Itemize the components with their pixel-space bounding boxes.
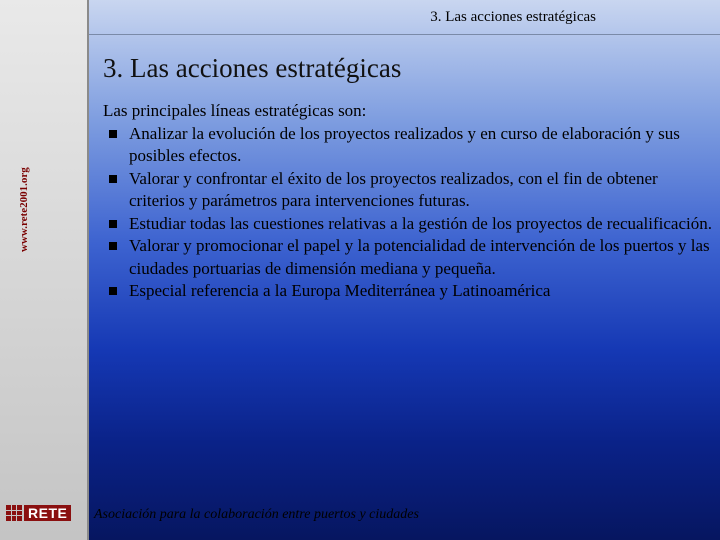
bullet-item <box>103 213 713 236</box>
bullet-item <box>103 168 713 213</box>
header-title: 3. Las acciones estratégicas <box>430 9 596 25</box>
header-divider <box>89 34 720 35</box>
logo-text: RETE <box>24 505 71 521</box>
slide-title: 3. Las acciones estratégicas <box>103 53 402 83</box>
bullet-text: Valorar y promocionar el papel y la potencialidad de intervención de los puertos y las ciudades portuarias de dimensión mediana y pequeña. <box>129 236 710 278</box>
square-bullet-icon <box>109 287 117 295</box>
square-bullet-icon <box>109 242 117 250</box>
bullet-item <box>103 280 713 303</box>
bullet-text: Especial referencia a la Europa Mediterránea y Latinoamérica <box>129 281 551 300</box>
bullet-item <box>103 235 713 280</box>
bullet-text: Valorar y confrontar el éxito de los proyectos realizados, con el fin de obtener criterios y parámetros para intervenciones futuras. <box>129 168 658 210</box>
slide-content <box>103 100 713 303</box>
bullet-item <box>103 123 713 168</box>
bullet-text: Analizar la evolución de los proyectos realizados y en curso de elaboración y sus posibles efectos. <box>129 123 680 165</box>
logo-grid-icon <box>6 505 22 521</box>
footer-text: Asociación para la colaboración entre puertos y ciudades <box>94 507 419 522</box>
square-bullet-icon <box>109 220 117 228</box>
bullet-list <box>103 123 713 303</box>
left-sidebar <box>0 0 89 540</box>
bullet-text: Estudiar todas las cuestiones relativas a la gestión de los proyectos de recualificación. <box>129 213 712 233</box>
square-bullet-icon <box>109 175 117 183</box>
website-url: www.rete2001.org <box>18 167 30 253</box>
square-bullet-icon <box>109 130 117 138</box>
rete-logo <box>6 504 84 522</box>
intro-text: Las principales líneas estratégicas son: <box>103 101 367 120</box>
slide-area <box>89 0 720 540</box>
